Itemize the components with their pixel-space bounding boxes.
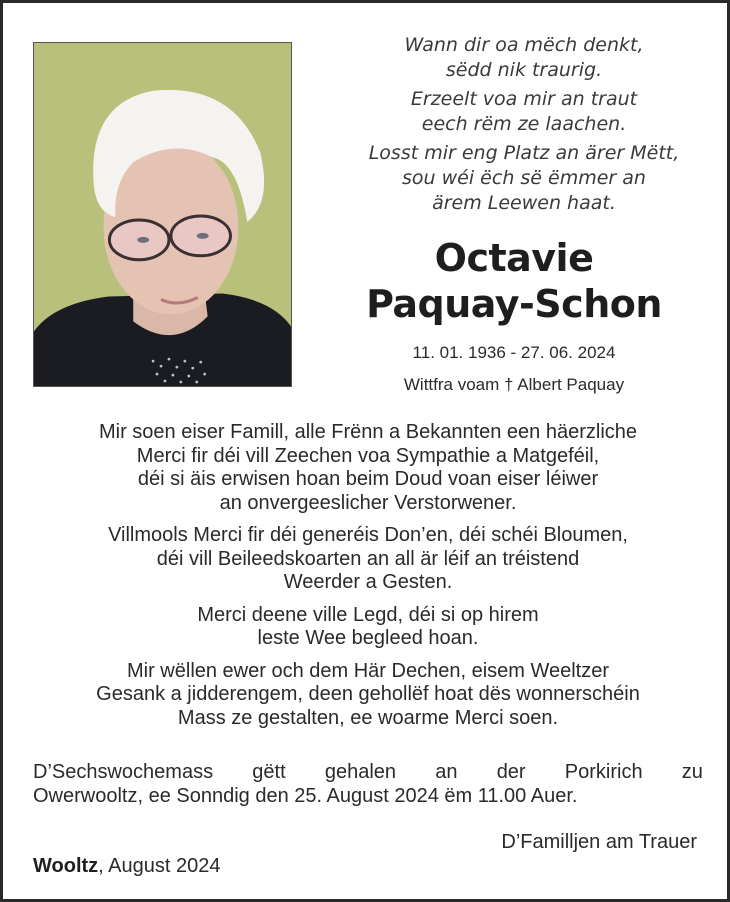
text-line: déi si äis erwisen hoan beim Doud voan eiser léiwer [137,468,599,490]
place-date [33,855,221,878]
first-name: Octavie [434,236,594,280]
memorial-poem [329,33,719,220]
poem-stanza [329,87,719,137]
word: gëtt [252,761,286,783]
poem-line: Losst mir eng Platz an ärer Mëtt, [368,142,680,164]
word: D’Sechswochemass [33,761,214,783]
mass-line-2: Owerwooltz, ee Sonndig den 25. August 2024 ëm 11.00 Auer. [33,784,578,807]
word: Porkirich [564,761,643,783]
poem-stanza [329,141,719,216]
spouse-line [329,375,699,395]
thanks-text [31,421,705,739]
cross-icon: † [504,375,514,394]
thanks-paragraph [31,660,705,731]
spouse-name: Albert Paquay [517,375,625,394]
family-signoff: D’Familljen am Trauer [501,831,697,853]
text-line: leste Wee begleed hoan. [257,627,479,649]
deceased-name [329,235,699,327]
poem-line: ärem Leewen haat. [432,192,616,214]
mass-announcement [33,761,703,808]
text-line: Merci deene ville Legd, déi si op hirem [197,603,539,626]
life-dates: 11. 01. 1936 - 27. 06. 2024 [412,343,616,362]
text-line: Gesank a jidderengem, deen gehollëf hoat dës wonnerschéin [96,683,640,705]
poem-line: sou wéi ëch së ëmmer an [402,167,646,189]
text-line: Merci fir déi vill Zeechen voa Sympathie a Matgeféil, [136,444,600,467]
poem-line: Erzeelt voa mir an traut [410,88,638,110]
portrait-image [34,43,291,386]
word: gehalen [324,761,397,783]
mass-line-1 [33,761,703,785]
thanks-paragraph [31,421,705,515]
month-year: , August 2024 [98,855,221,877]
text-line: Mass ze gestalten, ee woarme Merci soen. [177,706,559,729]
text-line: Mir soen eiser Famill, alle Frënn a Bekannten een häerzliche [98,421,638,443]
poem-line: Wann dir oa mëch denkt, [404,34,644,56]
text-line: Villmools Merci fir déi generéis Don’en, déi schéi Bloumen, [108,524,628,546]
word: zu [681,761,703,783]
text-line: Weerder a Gesten. [283,571,453,593]
text-line: déi vill Beileedskoarten an all är léif an tréistend [156,547,580,570]
text-line: Mir wëllen ewer och dem Här Dechen, eisem Weeltzer [126,659,610,682]
poem-line: eech rëm ze laachen. [421,113,627,135]
word: an [435,761,458,783]
last-name: Paquay-Schon [366,282,662,326]
poem-stanza [329,33,719,83]
thanks-paragraph [31,524,705,595]
poem-line: sëdd nik traurig. [445,59,603,81]
portrait-photo [33,42,292,387]
thanks-paragraph [31,604,705,651]
text-line: an onvergeeslicher Verstorwener. [219,491,517,514]
word: der [496,761,526,783]
relation-label: Wittfra voam [403,375,500,394]
town-name: Wooltz [33,855,99,877]
